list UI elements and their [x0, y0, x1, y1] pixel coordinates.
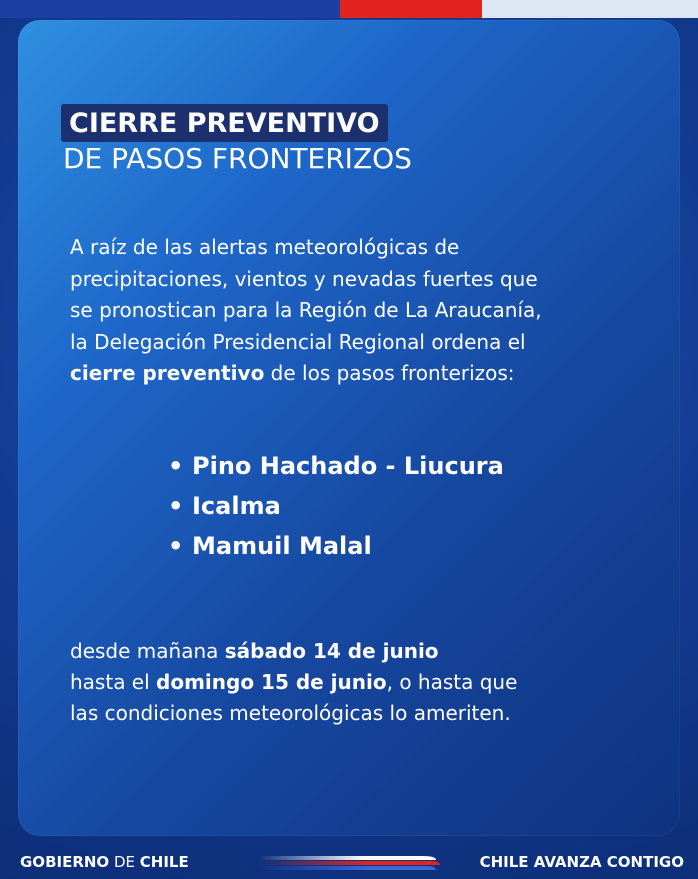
- dates-line: las condiciones meteorológicas lo ameriten.: [70, 701, 511, 725]
- intro-line: [70, 358, 660, 390]
- list-item: [168, 526, 504, 566]
- dates-text: desde mañana: [70, 639, 225, 663]
- flag-stripes-icon: [258, 848, 440, 876]
- list-item: [168, 446, 504, 486]
- pass-name: Mamuil Malal: [192, 532, 372, 560]
- intro-paragraph: [70, 232, 660, 390]
- intro-line: se pronostican para la Región de La Araucanía,: [70, 298, 542, 322]
- footer-word: CHILE: [139, 853, 189, 871]
- pass-name: Pino Hachado - Liucura: [192, 452, 504, 480]
- start-date: sábado 14 de junio: [224, 639, 439, 663]
- title-line-1: CIERRE PREVENTIVO: [69, 107, 380, 139]
- border-pass-list: [168, 446, 504, 566]
- intro-emphasis: cierre preventivo: [70, 361, 265, 385]
- dates-text: hasta el: [70, 670, 157, 694]
- list-item: [168, 486, 504, 526]
- dates-line: [70, 636, 660, 667]
- campaign-slogan: CHILE AVANZA CONTIGO: [479, 853, 684, 871]
- end-date: domingo 15 de junio: [156, 670, 387, 694]
- intro-line-rest: de los pasos fronterizos:: [264, 361, 515, 385]
- title-line-2: DE PASOS FRONTERIZOS: [63, 142, 412, 175]
- intro-line: precipitaciones, vientos y nevadas fuertes que: [70, 266, 538, 291]
- flag-bar-blue: [0, 0, 340, 18]
- pass-name: Icalma: [192, 492, 281, 520]
- dates-text: , o hasta que: [386, 670, 518, 694]
- title-highlight-box: [61, 104, 388, 142]
- dates-paragraph: [70, 636, 660, 729]
- bullet-icon: •: [168, 492, 184, 520]
- flag-bar-red: [340, 0, 482, 18]
- flag-bar-white: [482, 0, 698, 18]
- bullet-icon: •: [168, 452, 184, 480]
- dates-line: [70, 667, 660, 698]
- bullet-icon: •: [168, 532, 184, 560]
- footer-word: DE: [109, 853, 140, 871]
- government-logo-text: [20, 853, 189, 871]
- intro-line: la Delegación Presidencial Regional ordena el: [70, 329, 526, 354]
- footer-word: GOBIERNO: [20, 853, 110, 871]
- intro-line: A raíz de las alertas meteorológicas de: [70, 235, 460, 259]
